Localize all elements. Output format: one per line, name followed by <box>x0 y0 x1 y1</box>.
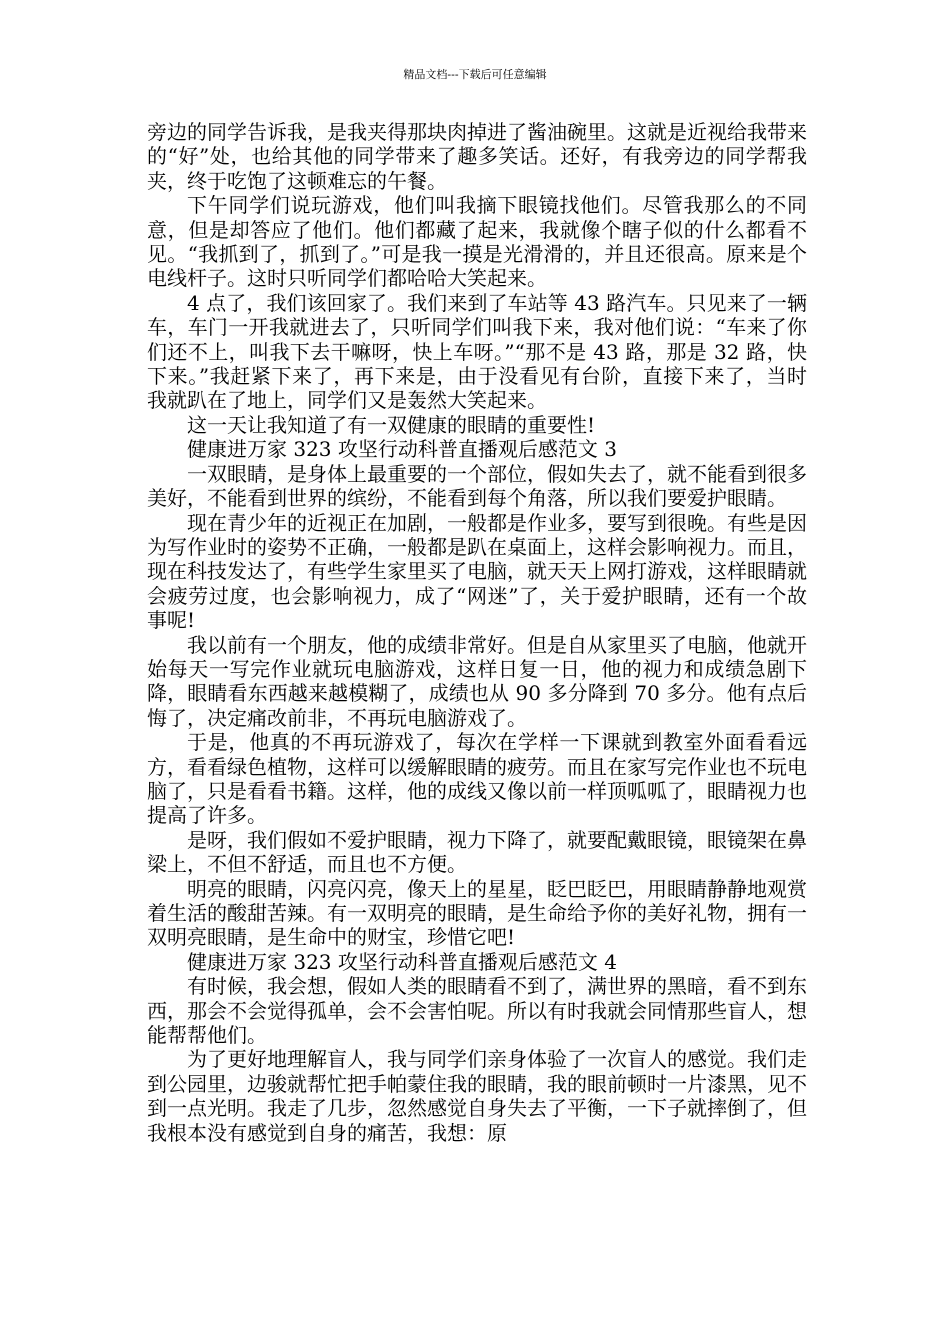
paragraph: 明亮的眼睛，闪亮闪亮，像天上的星星，眨巴眨巴，用眼睛静静地观赏着生活的酸甜苦辣。有一双明亮的眼睛，是生命给予你的美好礼物，拥有一双明亮眼睛，是生命中的财宝，珍惜它吧! <box>147 876 807 950</box>
document-body <box>147 120 807 1145</box>
paragraph: 旁边的同学告诉我，是我夹得那块肉掉进了酱油碗里。这就是近视给我带来的“好”处，也给其他的同学带来了趣多笑话。还好，有我旁边的同学帮我夹，终于吃饱了这顿难忘的午餐。 <box>147 120 807 193</box>
paragraph: 我以前有一个朋友，他的成绩非常好。但是自从家里买了电脑，他就开始每天一写完作业就玩电脑游戏，这样日复一日，他的视力和成绩急剧下降，眼睛看东西越来越模糊了，成绩也从 90 多分降到 70 多分。他有点后悔了，决定痛改前非，不再玩电脑游戏了。 <box>147 632 807 730</box>
paragraph: 是呀，我们假如不爱护眼睛，视力下降了，就要配戴眼镜，眼镜架在鼻梁上，不但不舒适，而且也不方便。 <box>147 827 807 877</box>
paragraph: 为了更好地理解盲人，我与同学们亲身体验了一次盲人的感觉。我们走到公园里，边骏就帮忙把手帕蒙住我的眼睛，我的眼前顿时一片漆黑，见不到一点光明。我走了几步，忽然感觉自身失去了平衡，一下子就摔倒了，但我根本没有感觉到自身的痛苦，我想：原 <box>147 1047 807 1145</box>
paragraph: 一双眼睛，是身体上最重要的一个部位，假如失去了，就不能看到很多美好，不能看到世界的缤纷，不能看到每个角落，所以我们要爱护眼睛。 <box>147 461 807 511</box>
paragraph: 有时候，我会想，假如人类的眼睛看不到了，满世界的黑暗，看不到东西，那会不会觉得孤单，会不会害怕呢。所以有时我就会同情那些盲人，想能帮帮他们。 <box>147 974 807 1048</box>
paragraph: 4 点了，我们该回家了。我们来到了车站等 43 路汽车。只见来了一辆车，车门一开我就进去了，只听同学们叫我下来，我对他们说：“车来了你们还不上，叫我下去干嘛呀，快上车呀。”“那不是 43 路，那是 32 路，快下来。”我赶紧下来了，再下来是，由于没看见有台阶，直接下来了，当时我就趴在了地上，同学们又是轰然大笑起来。 <box>147 290 807 413</box>
section-heading: 健康进万家 323 攻坚行动科普直播观后感范文 3 <box>187 437 617 462</box>
paragraph: 下午同学们说玩游戏，他们叫我摘下眼镜找他们。尽管我那么的不同意，但是却答应了他们。他们都藏了起来，我就像个瞎子似的什么都看不见。“我抓到了，抓到了。”可是我一摸是光滑滑的，并且还很高。原来是个电线杆子。这时只听同学们都哈哈大笑起来。 <box>147 193 807 291</box>
paragraph: 于是，他真的不再玩游戏了，每次在学样一下课就到教室外面看看远方，看看绿色植物，这样可以缓解眼睛的疲劳。而且在家写完作业也不玩电脑了，只是看看书籍。这样，他的成线又像以前一样顶呱呱了，眼睛视力也提高了许多。 <box>147 730 807 828</box>
section-heading: 健康进万家 323 攻坚行动科普直播观后感范文 4 <box>187 949 617 974</box>
paragraph: 现在青少年的近视正在加剧，一般都是作业多，要写到很晚。有些是因为写作业时的姿势不正确，一般都是趴在桌面上，这样会影响视力。而且，现在科技发达了，有些学生家里买了电脑，就天天上网打游戏，这样眼睛就会疲劳过度，也会影响视力，成了“网迷”了，关于爱护眼睛，还有一个故事呢! <box>147 510 807 633</box>
page-header: 精品文档---下载后可任意编辑 <box>403 68 547 81</box>
paragraph: 这一天让我知道了有一双健康的眼睛的重要性! <box>187 412 596 437</box>
